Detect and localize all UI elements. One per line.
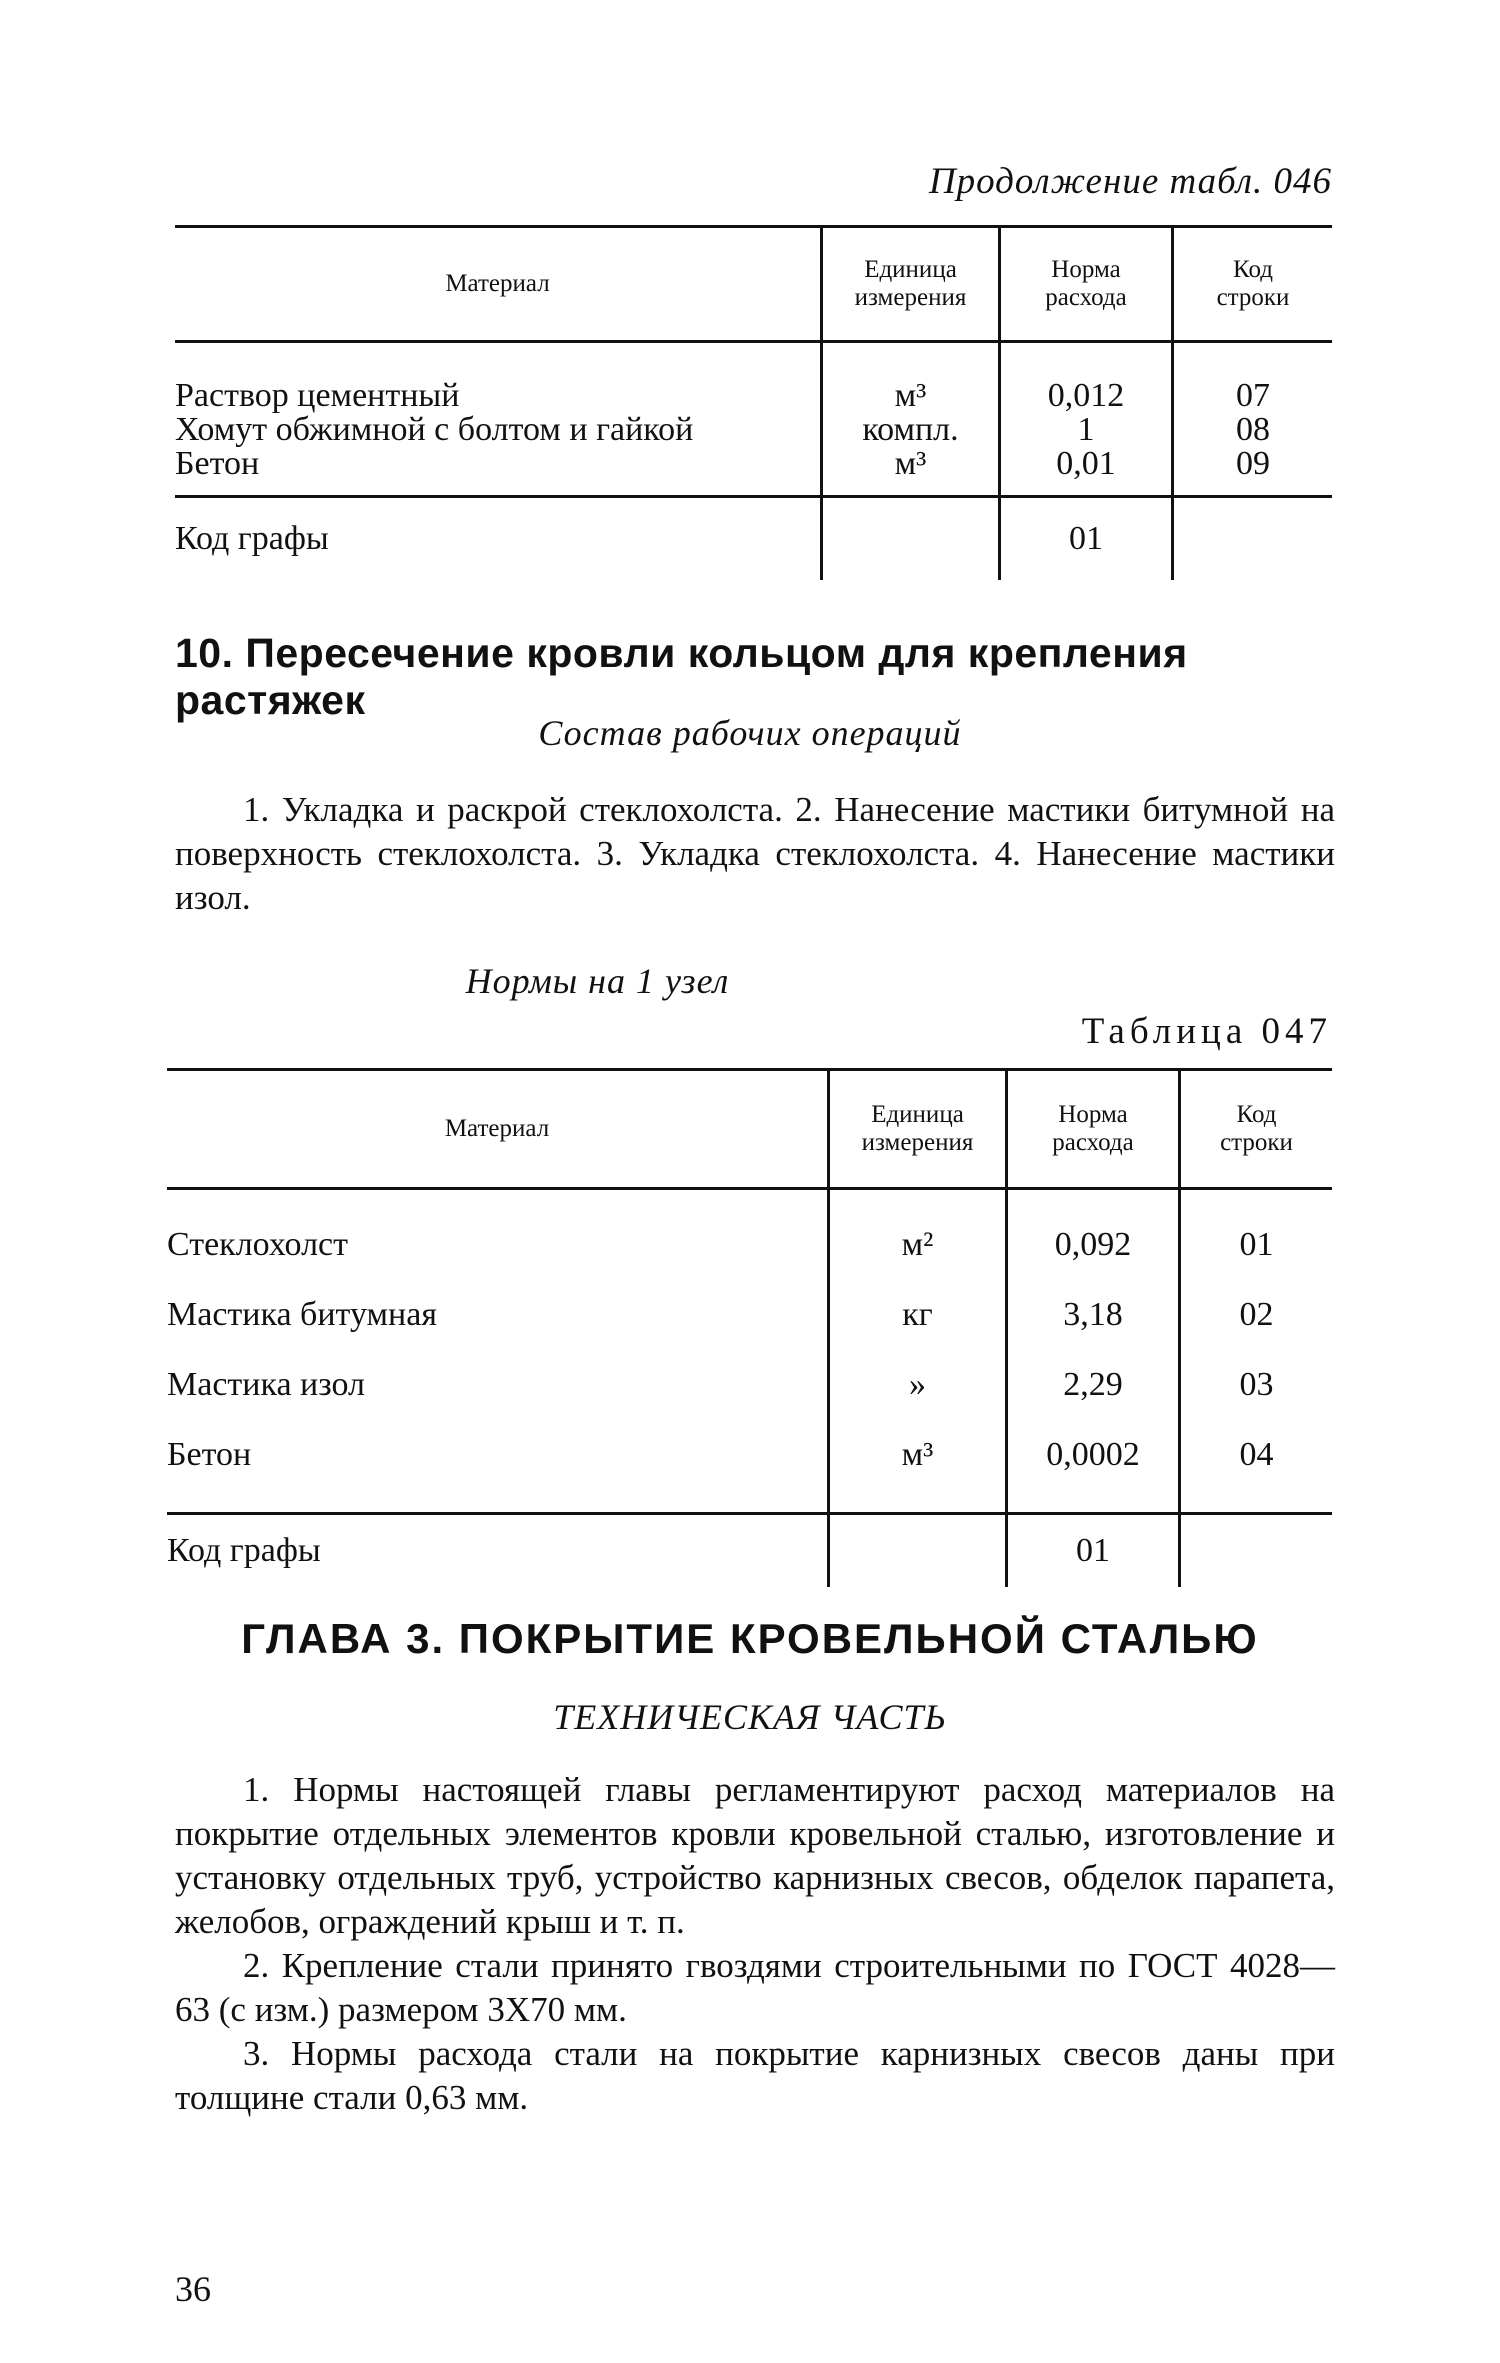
table-header-row bbox=[175, 227, 1332, 342]
norm-cell: 0,0002 bbox=[1007, 1420, 1180, 1514]
footer-label: Код графы bbox=[175, 520, 329, 557]
table-row bbox=[167, 1350, 1332, 1420]
unit-cell: м² bbox=[829, 1189, 1007, 1281]
chapter-paragraph-3: 3. Нормы расхода стали на покрытие карнизных свесов даны при толщине стали 0,63 мм. bbox=[175, 2034, 1335, 2117]
table-footer-row bbox=[167, 1514, 1332, 1588]
footer-value: 01 bbox=[1007, 1514, 1180, 1588]
table-row bbox=[167, 1420, 1332, 1514]
header-material: Материал bbox=[445, 270, 550, 297]
footer-label: Код графы bbox=[167, 1532, 321, 1569]
header-norm: Норма расхода bbox=[1000, 227, 1173, 342]
code-cell: 07 08 09 bbox=[1173, 342, 1333, 497]
unit-cell: м³ компл. м³ bbox=[822, 342, 1000, 497]
material-cell: Стеклохолст bbox=[167, 1226, 348, 1263]
unit-cell: » bbox=[829, 1350, 1007, 1420]
code-cell: 04 bbox=[1180, 1420, 1333, 1514]
code-cell: 01 bbox=[1180, 1189, 1333, 1281]
header-code: Код строки bbox=[1180, 1070, 1333, 1189]
table-row bbox=[175, 342, 1332, 497]
footer-code-empty bbox=[1173, 497, 1333, 581]
table-row bbox=[167, 1189, 1332, 1281]
chapter-paragraph-2: 2. Крепление стали принято гвоздями строительными по ГОСТ 4028—63 (с изм.) размером 3Х70 мм. bbox=[175, 1946, 1335, 2029]
norm-cell: 2,29 bbox=[1007, 1350, 1180, 1420]
norms-caption: Нормы на 1 узел bbox=[465, 961, 730, 1001]
table-row bbox=[167, 1280, 1332, 1350]
norm-cell: 0,092 bbox=[1007, 1189, 1180, 1281]
chapter-paragraph-1: 1. Нормы настоящей главы регламентируют расход материалов на покрытие отдельных элементов кровли кровельной сталью, изготовление и установку отдельных труб, устройство карнизных свесов, обделок парапета, желобов, ограждений крыш и т. п. bbox=[175, 1770, 1335, 1941]
operations-paragraph: 1. Укладка и раскрой стеклохолста. 2. Нанесение мастики битумной на поверхность стеклохолста. 3. Укладка стеклохолста. 4. Нанесение мастики изол. bbox=[175, 790, 1335, 917]
table-header-row bbox=[167, 1070, 1332, 1189]
chapter-subheading: ТЕХНИЧЕСКАЯ ЧАСТЬ bbox=[553, 1697, 947, 1737]
materials-table-046 bbox=[175, 225, 1332, 580]
section-subheading: Состав рабочих операций bbox=[538, 713, 962, 753]
table-footer-row bbox=[175, 497, 1332, 581]
footer-unit-empty bbox=[822, 497, 1000, 581]
header-unit: Единица измерения bbox=[822, 227, 1000, 342]
material-cell: Раствор цементный Хомут обжимной с болтом и гайкой Бетон bbox=[175, 377, 694, 482]
chapter-heading: ГЛАВА 3. ПОКРЫТИЕ КРОВЕЛЬНОЙ СТАЛЬЮ bbox=[241, 1615, 1259, 1662]
code-cell: 03 bbox=[1180, 1350, 1333, 1420]
table-continuation-caption: Продолжение табл. 046 bbox=[928, 161, 1332, 202]
material-cell: Бетон bbox=[167, 1436, 252, 1473]
footer-unit-empty bbox=[829, 1514, 1007, 1588]
norm-cell: 0,012 1 0,01 bbox=[1000, 342, 1173, 497]
unit-cell: м³ bbox=[829, 1420, 1007, 1514]
material-cell: Мастика битумная bbox=[167, 1296, 437, 1333]
material-cell: Мастика изол bbox=[167, 1366, 366, 1403]
norm-cell: 3,18 bbox=[1007, 1280, 1180, 1350]
header-code: Код строки bbox=[1173, 227, 1333, 342]
header-unit: Единица измерения bbox=[829, 1070, 1007, 1189]
code-cell: 02 bbox=[1180, 1280, 1333, 1350]
page-number: 36 bbox=[175, 2269, 211, 2309]
footer-code-empty bbox=[1180, 1514, 1333, 1588]
header-material: Материал bbox=[444, 1115, 550, 1142]
unit-cell: кг bbox=[829, 1280, 1007, 1350]
header-norm: Норма расхода bbox=[1007, 1070, 1180, 1189]
footer-value: 01 bbox=[1000, 497, 1173, 581]
section-heading: 10. Пересечение кровли кольцом для крепления растяжек bbox=[175, 630, 1188, 723]
materials-table-047 bbox=[167, 1068, 1332, 1587]
table-label: Таблица 047 bbox=[1081, 1011, 1332, 1052]
